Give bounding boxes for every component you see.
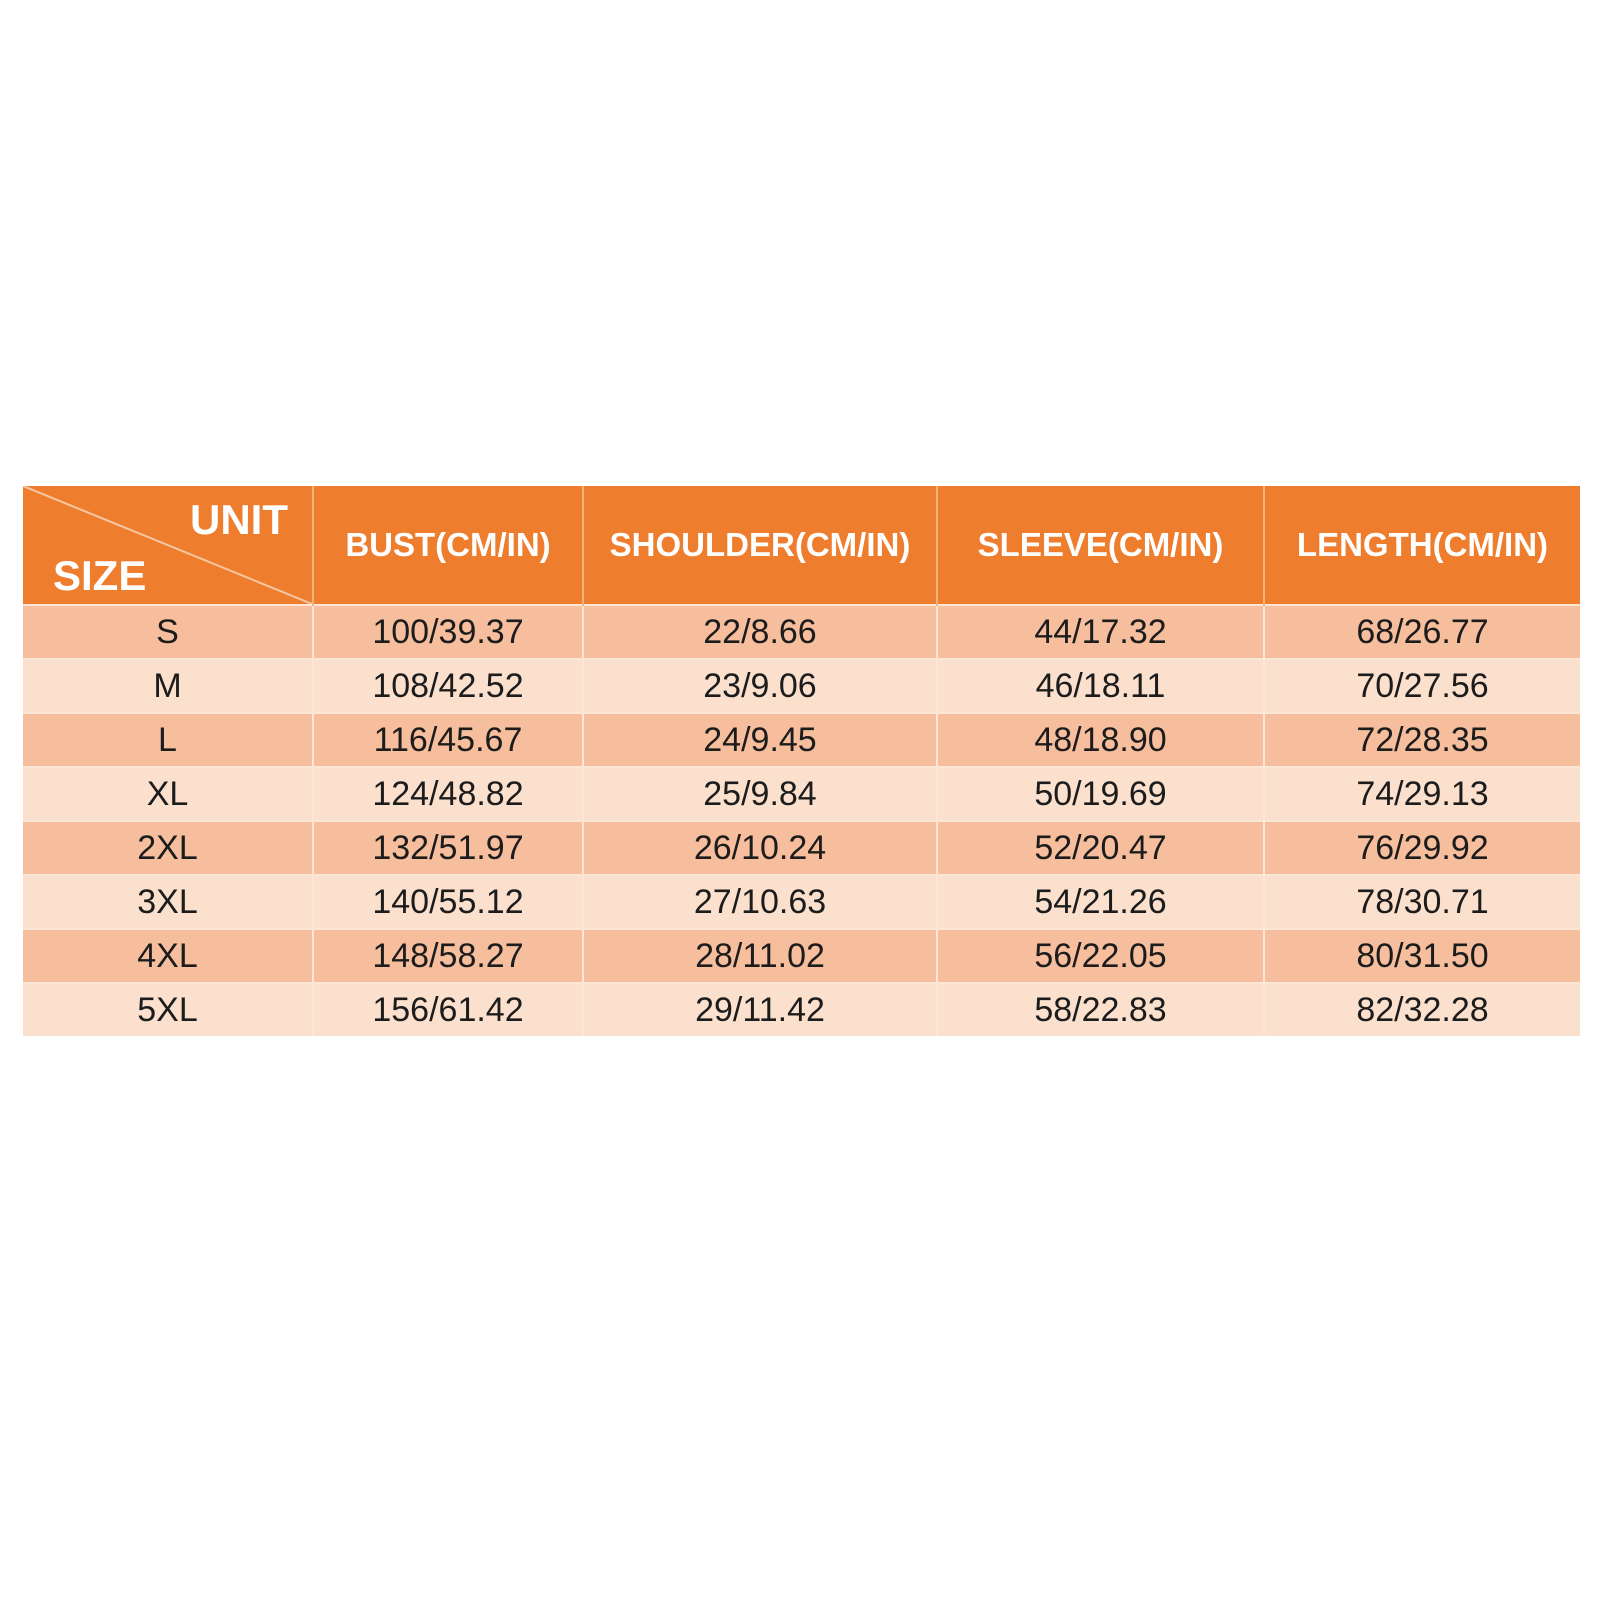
bust-cell: 140/55.12 [313, 875, 583, 929]
length-cell: 72/28.35 [1264, 713, 1580, 767]
length-cell: 70/27.56 [1264, 659, 1580, 713]
length-cell: 68/26.77 [1264, 605, 1580, 659]
bust-cell: 132/51.97 [313, 821, 583, 875]
sleeve-cell: 44/17.32 [937, 605, 1264, 659]
shoulder-cell: 27/10.63 [583, 875, 937, 929]
sleeve-cell: 46/18.11 [937, 659, 1264, 713]
table-row [23, 713, 1580, 767]
shoulder-cell: 24/9.45 [583, 713, 937, 767]
length-cell: 74/29.13 [1264, 767, 1580, 821]
size-cell: M [23, 659, 313, 713]
unit-label: UNIT [190, 496, 288, 543]
column-header-sleeve: SLEEVE(CM/IN) [937, 486, 1264, 605]
table-row [23, 821, 1580, 875]
table-row [23, 767, 1580, 821]
sleeve-cell: 56/22.05 [937, 929, 1264, 983]
shoulder-cell: 22/8.66 [583, 605, 937, 659]
length-cell: 80/31.50 [1264, 929, 1580, 983]
sleeve-cell: 48/18.90 [937, 713, 1264, 767]
corner-header-cell [23, 486, 313, 605]
shoulder-cell: 28/11.02 [583, 929, 937, 983]
shoulder-cell: 25/9.84 [583, 767, 937, 821]
table-row [23, 605, 1580, 659]
table-row [23, 929, 1580, 983]
column-header-length: LENGTH(CM/IN) [1264, 486, 1580, 605]
bust-cell: 156/61.42 [313, 983, 583, 1036]
size-cell: XL [23, 767, 313, 821]
length-cell: 76/29.92 [1264, 821, 1580, 875]
column-header-shoulder: SHOULDER(CM/IN) [583, 486, 937, 605]
sleeve-cell: 54/21.26 [937, 875, 1264, 929]
size-cell: 2XL [23, 821, 313, 875]
length-cell: 82/32.28 [1264, 983, 1580, 1036]
column-header-bust: BUST(CM/IN) [313, 486, 583, 605]
table-row [23, 659, 1580, 713]
size-cell: 5XL [23, 983, 313, 1036]
sleeve-cell: 58/22.83 [937, 983, 1264, 1036]
bust-cell: 124/48.82 [313, 767, 583, 821]
bust-cell: 116/45.67 [313, 713, 583, 767]
header-row [23, 486, 1580, 605]
sleeve-cell: 52/20.47 [937, 821, 1264, 875]
bust-cell: 148/58.27 [313, 929, 583, 983]
bust-cell: 108/42.52 [313, 659, 583, 713]
table-row [23, 983, 1580, 1036]
size-cell: 3XL [23, 875, 313, 929]
size-cell: S [23, 605, 313, 659]
length-cell: 78/30.71 [1264, 875, 1580, 929]
bust-cell: 100/39.37 [313, 605, 583, 659]
size-label: SIZE [53, 552, 147, 599]
shoulder-cell: 23/9.06 [583, 659, 937, 713]
table-row [23, 875, 1580, 929]
size-cell: L [23, 713, 313, 767]
size-chart-table [23, 486, 1580, 1036]
size-cell: 4XL [23, 929, 313, 983]
sleeve-cell: 50/19.69 [937, 767, 1264, 821]
shoulder-cell: 26/10.24 [583, 821, 937, 875]
shoulder-cell: 29/11.42 [583, 983, 937, 1036]
